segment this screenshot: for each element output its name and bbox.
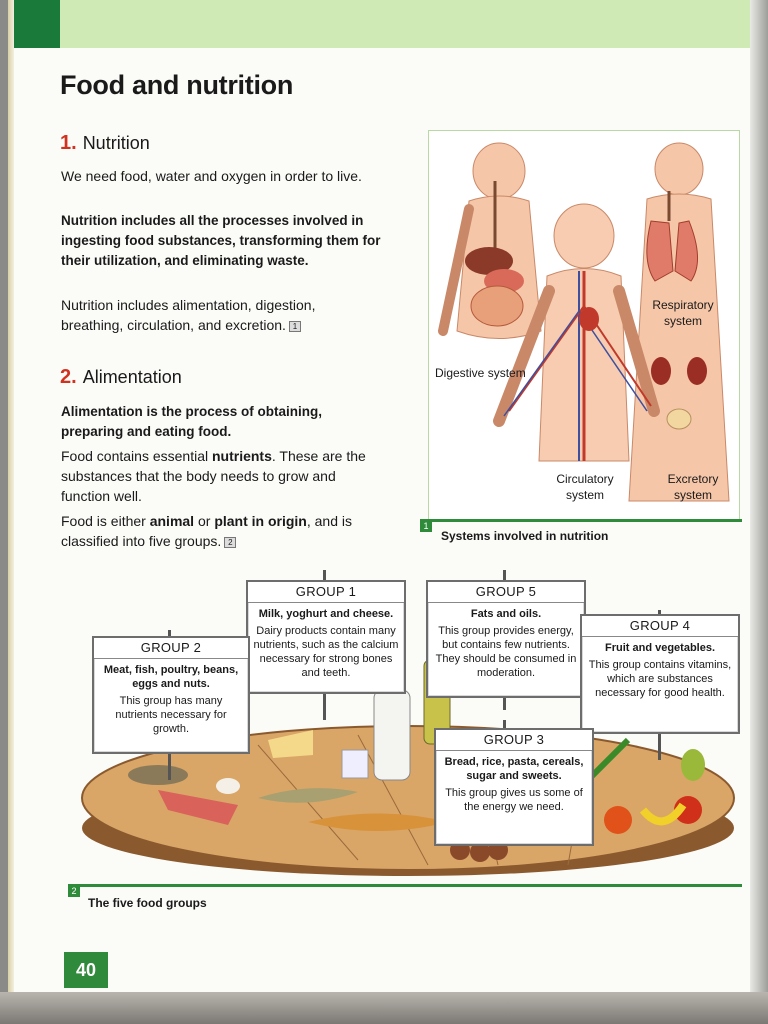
group-foods: Meat, fish, poultry, beans, eggs and nuts. <box>103 664 239 690</box>
background-surface <box>0 992 768 1024</box>
paragraph: We need food, water and oxygen in order to live. <box>61 168 362 184</box>
page-number: 40 <box>64 952 108 988</box>
group-4-sign <box>580 614 740 734</box>
figure-food-groups <box>68 560 748 880</box>
group-1-sign <box>246 580 406 694</box>
group-heading: GROUP 5 <box>428 582 584 603</box>
page-title: Food and nutrition <box>60 70 294 100</box>
group-3-sign <box>434 728 594 846</box>
paragraph-bold: Alimentation is the process of obtaining, preparing and eating food. <box>61 404 323 439</box>
text: Food is either <box>61 513 150 529</box>
section-number: 1. <box>60 132 77 154</box>
term-nutrients: nutrients <box>211 448 272 464</box>
page-edge <box>750 0 768 1024</box>
label-digestive: Digestive system <box>435 366 526 380</box>
page-spine <box>8 0 14 992</box>
caption-rule <box>68 884 742 887</box>
text: Food contains essential <box>61 448 212 464</box>
section-title: Nutrition <box>82 133 150 153</box>
paragraph <box>61 511 381 551</box>
group-description: This group gives us some of the energy we need. <box>445 787 583 813</box>
section-heading-nutrition <box>60 132 150 155</box>
figure-body-systems <box>428 130 740 520</box>
group-description: Dairy products contain many nutrients, such as the calcium necessary for strong bones and teeth. <box>253 625 399 679</box>
book-page <box>8 0 750 992</box>
group-heading: GROUP 1 <box>248 582 404 603</box>
group-foods: Bread, rice, pasta, cereals, sugar and sweets. <box>444 756 584 782</box>
group-foods: Milk, yoghurt and cheese. <box>258 608 394 620</box>
paragraph <box>61 446 381 506</box>
group-heading: GROUP 2 <box>94 638 248 659</box>
figure-number: 2 <box>68 885 80 897</box>
paragraph-text: Nutrition includes alimentation, digestion, breathing, circulation, and excretion. <box>61 297 316 333</box>
figure-caption: The five food groups <box>88 896 207 910</box>
group-5-sign <box>426 580 586 698</box>
section-title: Alimentation <box>82 367 182 387</box>
figure-ref[interactable]: 2 <box>224 537 236 548</box>
section-heading-alimentation <box>60 366 182 389</box>
label-respiratory: Respiratory system <box>652 298 714 328</box>
group-heading: GROUP 3 <box>436 730 592 751</box>
group-description: This group provides energy, but contains few nutrients. They should be consumed in moderation. <box>435 625 577 679</box>
text: or <box>194 513 215 529</box>
text: . These are the substances that the body needs to grow and function well. <box>61 448 366 504</box>
group-2-sign <box>92 636 250 754</box>
figure-caption: Systems involved in nutrition <box>441 529 609 543</box>
group-description: This group has many nutrients necessary for growth. <box>115 695 227 735</box>
label-circulatory: Circulatory system <box>556 472 614 502</box>
term-animal: animal <box>149 513 195 529</box>
top-band-accent <box>8 0 60 48</box>
caption-rule <box>420 519 742 522</box>
group-foods: Fats and oils. <box>470 608 542 620</box>
paragraph <box>61 295 381 335</box>
label-excretory: Excretory system <box>667 472 719 502</box>
term-plant-origin: plant in origin <box>214 513 307 529</box>
figure-number: 1 <box>420 520 432 532</box>
digestive-body-figure <box>443 143 541 339</box>
group-description: This group contains vitamins, which are substances necessary for good health. <box>588 659 732 699</box>
group-heading: GROUP 4 <box>582 616 738 637</box>
group-foods: Fruit and vegetables. <box>604 642 716 654</box>
paragraph-bold: Nutrition includes all the processes involved in ingesting food substances, transforming them for their utilization, and eliminating waste. <box>61 213 381 268</box>
section-number: 2. <box>60 366 77 388</box>
figure-ref[interactable]: 1 <box>289 321 301 332</box>
text: , and is classified into five groups. <box>61 513 352 549</box>
top-band <box>8 0 750 48</box>
